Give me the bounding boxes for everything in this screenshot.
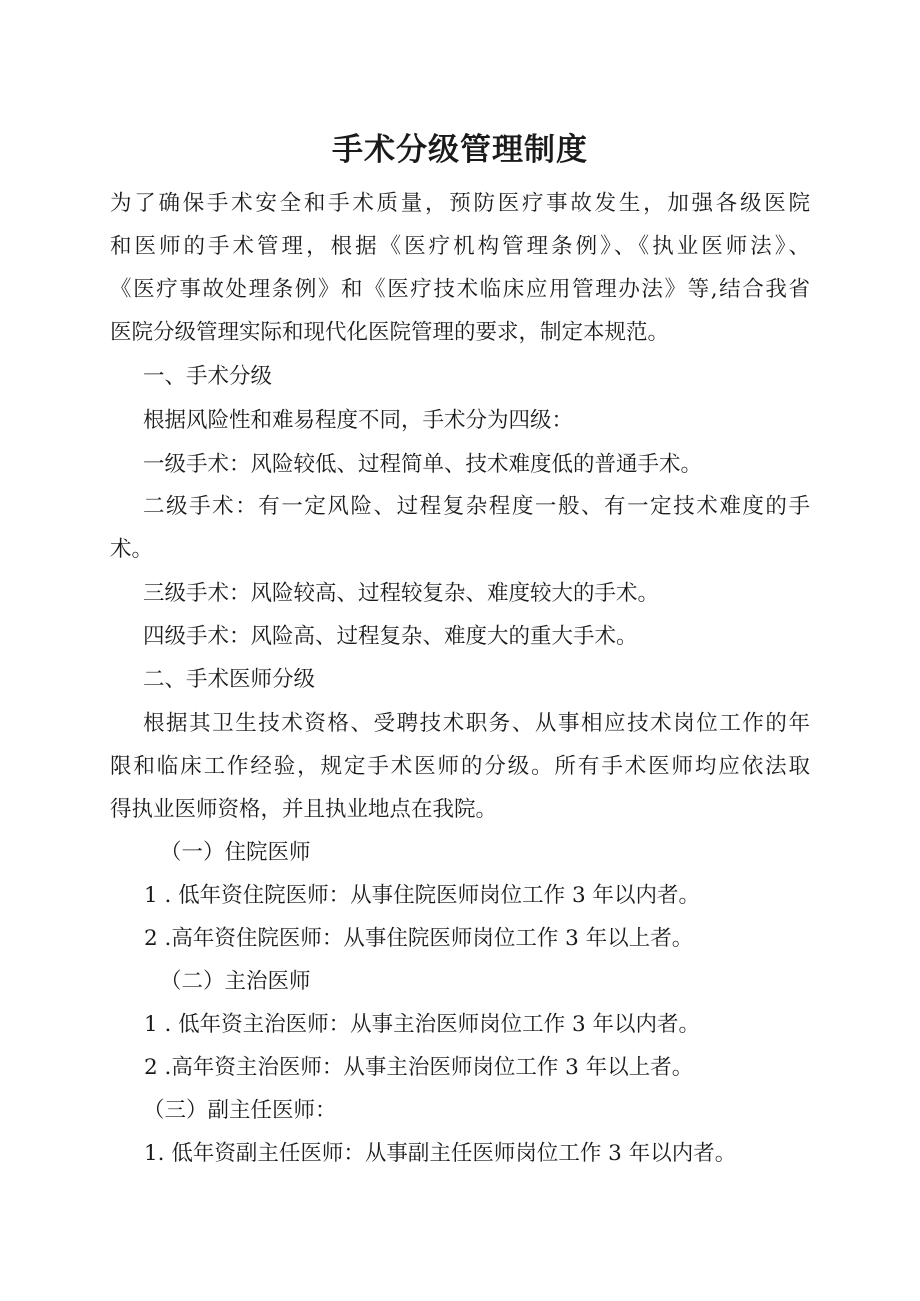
section1-heading: 一、手术分级 [143,364,273,389]
surgery-level-2-line-1: 二级手术：有一定风险、过程复杂程度一般、有一定技术难度的手 [143,494,810,519]
section2-lead-line-3: 得执业医师资格，并且执业地点在我院。 [110,797,498,822]
intro-line-2: 和医师的手术管理，根据《医疗机构管理条例》、《执业医师法》、 [110,234,810,259]
associate-chief-item-1: 1. 低年资副主任医师：从事副主任医师岗位工作 3 年以内者。 [144,1141,737,1166]
intro-line-4: 医院分级管理实际和现代化医院管理的要求，制定本规范。 [110,320,670,345]
attending-item-1: 1 . 低年资主治医师：从事主治医师岗位工作 3 年以内者。 [144,1012,701,1037]
section1-lead: 根据风险性和难易程度不同，手术分为四级： [143,408,574,433]
section2-lead-line-1: 根据其卫生技术资格、受聘技术职务、从事相应技术岗位工作的年 [143,711,810,736]
resident-heading: （一）住院医师 [160,840,311,865]
section2-lead-line-2: 限和临床工作经验，规定手术医师的分级。所有手术医师均应依法取 [110,754,810,779]
intro-line-3: 《医疗事故处理条例》和《医疗技术临床应用管理办法》等,结合我省 [110,277,810,302]
associate-chief-heading: （三）副主任医师： [143,1098,337,1123]
surgery-level-3: 三级手术：风险较高、过程较复杂、难度较大的手术。 [143,581,660,606]
attending-item-2: 2 .高年资主治医师：从事主治医师岗位工作 3 年以上者。 [144,1055,694,1080]
surgery-level-4: 四级手术：风险高、过程复杂、难度大的重大手术。 [143,624,638,649]
attending-heading: （二）主治医师 [160,969,311,994]
resident-item-1: 1 . 低年资住院医师：从事住院医师岗位工作 3 年以内者。 [144,883,701,908]
document-title: 手术分级管理制度 [332,132,588,168]
resident-item-2: 2 .高年资住院医师：从事住院医师岗位工作 3 年以上者。 [144,926,694,951]
intro-line-1: 为了确保手术安全和手术质量，预防医疗事故发生，加强各级医院 [110,191,810,216]
surgery-level-2-line-2: 术。 [110,537,154,562]
surgery-level-1: 一级手术：风险较低、过程简单、技术难度低的普通手术。 [143,452,703,477]
section2-heading: 二、手术医师分级 [143,667,316,692]
